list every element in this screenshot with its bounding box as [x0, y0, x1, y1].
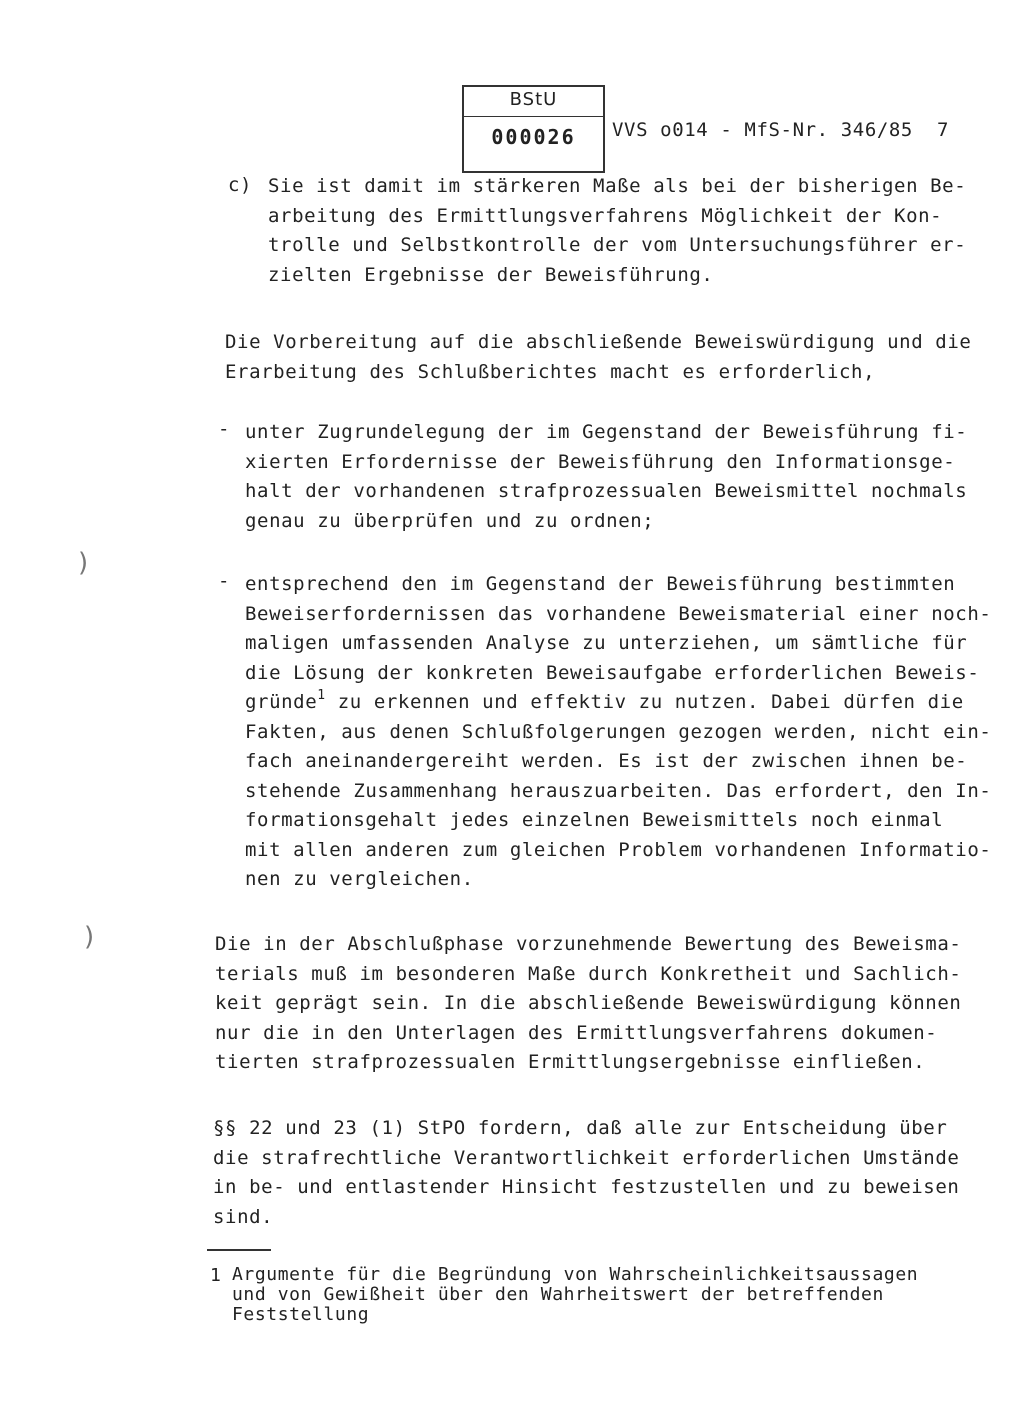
text-line: sind.	[213, 1205, 274, 1228]
text-line: keit geprägt sein. In die abschließende Beweiswürdigung können	[215, 992, 962, 1014]
text-line: maligen umfassenden Analyse zu unterziehen, um sämtliche für	[245, 632, 968, 654]
text-line: die Lösung der konkreten Beweisaufgabe erforderlichen Beweis-	[245, 661, 980, 684]
stamp-page-number: 000026	[491, 125, 576, 149]
text-line: Sie ist damit im stärkeren Maße als bei der bisherigen Be-	[268, 175, 967, 197]
text-line: stehende Zusammenhang herauszuarbeiten. Das erfordert, den In-	[245, 779, 992, 802]
text-fragment: gründe	[245, 691, 318, 713]
text-line: xierten Erfordernisse der Beweisführung den Informationsge-	[245, 450, 956, 473]
text-line: terials muß im besonderen Maße durch Konkretheit und Sachlich-	[215, 962, 962, 985]
text-line: Die Vorbereitung auf die abschließende Beweiswürdigung und die	[225, 331, 972, 353]
intro-paragraph	[225, 328, 971, 387]
item-c-marker: c)	[228, 174, 253, 196]
bullet-2-dash: -	[218, 570, 231, 592]
text-line: §§ 22 und 23 (1) StPO fordern, daß alle zur Entscheidung über	[213, 1117, 948, 1139]
footnote-separator	[207, 1249, 271, 1251]
bullet-1-text	[245, 418, 967, 536]
punch-hole-mark: )	[84, 922, 95, 952]
footnote-number: 1	[210, 1265, 222, 1286]
text-line: trolle und Selbstkontrolle der vom Untersuchungsführer er-	[268, 234, 967, 256]
text-line: genau zu überprüfen und zu ordnen;	[245, 509, 655, 532]
text-line: Fakten, aus denen Schlußfolgerungen gezogen werden, nicht ein-	[245, 720, 992, 743]
text-line: nen zu vergleichen.	[245, 868, 474, 890]
text-line: fach aneinandergereiht werden. Es ist der zwischen ihnen be-	[245, 750, 968, 772]
text-line: Feststellung	[232, 1304, 370, 1325]
text-line: zielten Ergebnisse der Beweisführung.	[268, 263, 714, 286]
text-line: unter Zugrundelegung der im Gegenstand der Beweisführung fi-	[245, 421, 968, 443]
stpo-paragraph	[213, 1114, 959, 1232]
text-line: und von Gewißheit über den Wahrheitswert der betreffenden	[232, 1284, 884, 1305]
text-line: in be- und entlastender Hinsicht festzustellen und zu beweisen	[213, 1176, 960, 1198]
text-line: tierten strafprozessualen Ermittlungsergebnisse einfließen.	[215, 1051, 926, 1073]
text-line: Die in der Abschlußphase vorzunehmende Bewertung des Beweisma-	[215, 933, 962, 955]
bullet-1-dash: -	[218, 418, 231, 440]
text-line: die strafrechtliche Verantwortlichkeit erforderlichen Umstände	[213, 1146, 960, 1169]
text-line: entsprechend den im Gegenstand der Beweisführung bestimmten	[245, 573, 956, 595]
archive-stamp	[462, 85, 605, 173]
punch-hole-mark: )	[78, 548, 89, 578]
text-line: arbeitung des Ermittlungsverfahrens Möglichkeit der Kon-	[268, 204, 943, 227]
text-line: formationsgehalt jedes einzelnen Beweismittels noch einmal	[245, 809, 944, 831]
text-line-with-footnote	[245, 688, 991, 718]
stamp-archive-label: BStU	[509, 89, 558, 110]
text-fragment: zu erkennen und effektiv zu nutzen. Dabei dürfen die	[325, 691, 964, 713]
footnote-reference: 1	[317, 688, 326, 703]
assessment-paragraph	[215, 930, 961, 1078]
text-line: Erarbeitung des Schlußberichtes macht es erforderlich,	[225, 360, 876, 383]
text-line: Beweiserfordernissen das vorhandene Beweismaterial einer noch-	[245, 602, 992, 625]
stamp-divider	[464, 116, 603, 117]
text-line: Argumente für die Begründung von Wahrscheinlichkeitsaussagen	[232, 1264, 919, 1285]
text-line: nur die in den Unterlagen des Ermittlungsverfahrens dokumen-	[215, 1021, 938, 1044]
text-line: halt der vorhandenen strafprozessualen Beweismittel nochmals	[245, 480, 968, 502]
bullet-2-text	[245, 570, 991, 895]
document-reference-header: VVS o014 - MfS-Nr. 346/85 7	[612, 119, 950, 141]
text-line: mit allen anderen zum gleichen Problem vorhandenen Informatio-	[245, 838, 992, 861]
item-c-text	[268, 172, 966, 290]
footnote-text	[232, 1265, 918, 1325]
